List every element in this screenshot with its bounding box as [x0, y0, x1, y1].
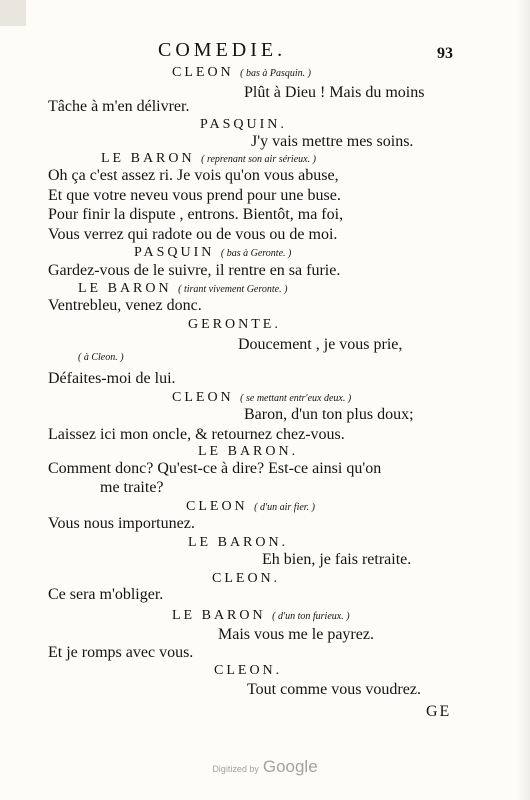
- verse-line: Oh ça c'est assez ri. Je vois qu'on vous abuse,: [48, 167, 339, 184]
- page-number: 93: [437, 45, 453, 62]
- stage-direction: ( à Cleon. ): [78, 352, 124, 363]
- stage-direction: ( d'un ton furieux. ): [272, 611, 350, 622]
- speaker-name: CLEON: [172, 390, 234, 405]
- speaker-le-baron: LE BARON.: [188, 535, 289, 550]
- speaker-name: LE BARON: [78, 281, 172, 296]
- verse-line: Comment donc? Qu'est-ce à dire? Est-ce ainsi qu'on: [48, 460, 382, 477]
- speaker-cleon: [186, 500, 315, 514]
- verse-line: Eh bien, je fais retraite.: [262, 551, 412, 568]
- verse-line: Tout comme vous voudrez.: [247, 681, 421, 698]
- speaker-cleon: CLEON.: [212, 571, 281, 586]
- stage-direction: ( bas à Geronte. ): [220, 248, 292, 259]
- verse-line: Et je romps avec vous.: [48, 644, 194, 661]
- speaker-name: CLEON: [186, 499, 248, 514]
- speaker-pasquin: PASQUIN.: [200, 117, 287, 132]
- speaker-le-baron: [101, 152, 316, 166]
- stage-direction: ( d'un air fier. ): [254, 502, 315, 513]
- page-edge-shadow: [516, 0, 530, 800]
- verse-line: Et que votre neveu vous prend pour une buse.: [48, 187, 341, 204]
- verse-line: Vous nous importunez.: [48, 515, 195, 532]
- verse-line: Baron, d'un ton plus doux;: [244, 406, 414, 423]
- verse-line: Ce sera m'obliger.: [48, 586, 164, 603]
- stage-direction: ( bas à Pasquin. ): [240, 68, 312, 79]
- verse-line: Défaites-moi de lui.: [48, 370, 176, 387]
- verse-line: Pour finir la dispute , entrons. Bientôt, ma foi,: [48, 206, 344, 223]
- verse-line: Vous verrez qui radote ou de vous ou de moi.: [48, 226, 338, 243]
- speaker-le-baron: LE BARON.: [198, 444, 299, 459]
- scan-corner-shadow: [0, 0, 26, 26]
- speaker-cleon: [172, 391, 351, 405]
- verse-line: Doucement , je vous prie,: [238, 336, 403, 353]
- stage-direction: ( tirant vivement Geronte. ): [178, 284, 288, 295]
- verse-line: Gardez-vous de le suivre, il rentre en sa furie.: [48, 262, 341, 279]
- speaker-geronte: GERONTE.: [188, 317, 281, 332]
- speaker-cleon: [172, 66, 311, 80]
- speaker-le-baron: [78, 282, 287, 296]
- speaker-name: LE BARON: [101, 151, 195, 166]
- verse-line: Laissez ici mon oncle, & retournez chez-vous.: [48, 426, 345, 443]
- verse-line: Ventrebleu, venez donc.: [48, 297, 202, 314]
- speaker-name: LE BARON: [172, 608, 266, 623]
- verse-line: J'y vais mettre mes soins.: [251, 133, 414, 150]
- digitized-watermark: [0, 757, 530, 777]
- speaker-le-baron: [172, 609, 350, 623]
- verse-line: me traite?: [100, 479, 164, 496]
- verse-line: Plût à Dieu ! Mais du moins: [244, 84, 425, 101]
- google-logo: Google: [262, 757, 318, 776]
- catchword: GE: [426, 703, 452, 720]
- stage-direction: ( se mettant entr'eux deux. ): [240, 393, 352, 404]
- speaker-cleon: CLEON.: [214, 663, 283, 678]
- watermark-prefix: Digitized by: [212, 764, 259, 774]
- verse-line: Tâche à m'en délivrer.: [48, 98, 190, 115]
- running-title: COMEDIE.: [158, 39, 287, 61]
- verse-line: Mais vous me le payrez.: [218, 626, 374, 643]
- stage-direction: ( reprenant son air sérieux. ): [201, 154, 316, 165]
- speaker-pasquin: [134, 246, 291, 260]
- speaker-name: CLEON: [172, 65, 234, 80]
- speaker-name: PASQUIN: [134, 245, 215, 260]
